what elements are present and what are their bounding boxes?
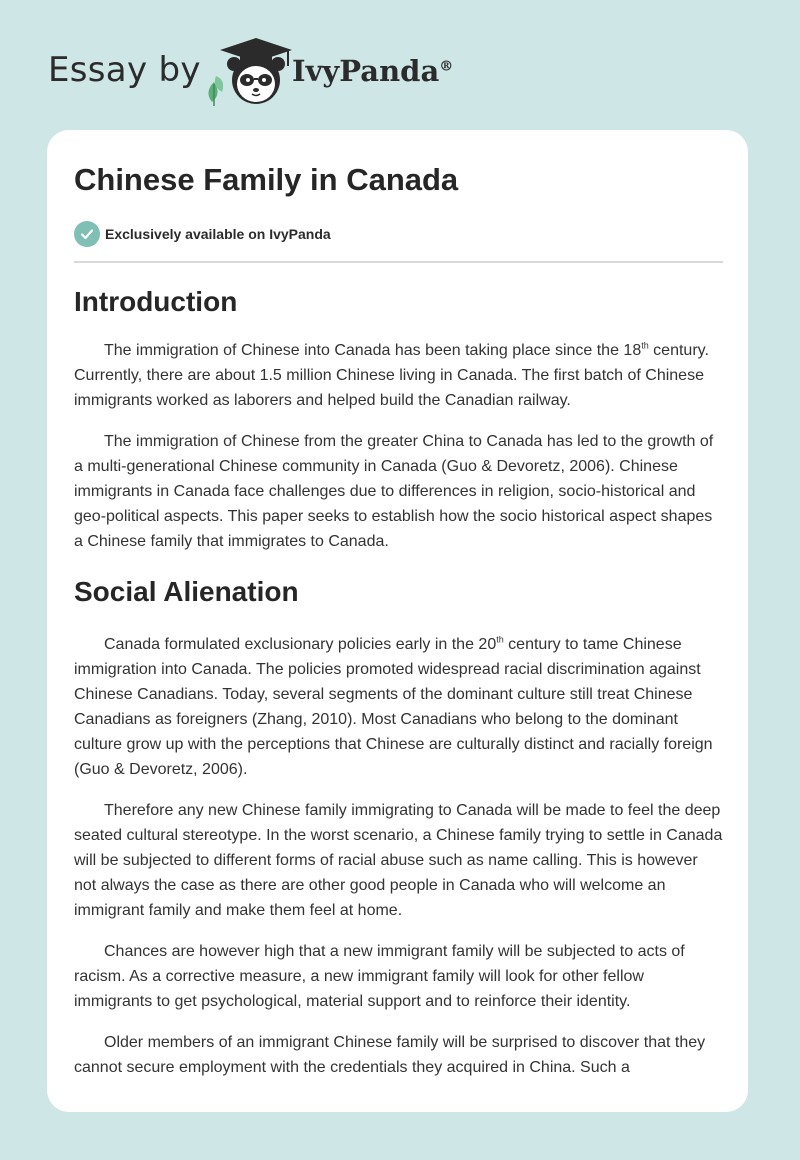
exclusive-badge	[74, 221, 331, 247]
paragraph: Older members of an immigrant Chinese family will be surprised to discover that they cannot secure employment with the credentials they acquired in China. Such a	[74, 1034, 706, 1076]
brand-header[interactable]	[48, 36, 568, 108]
essay-card	[47, 130, 748, 1112]
paragraph: Canada formulated exclusionary policies early in the 20th century to tame Chinese immigration into Canada. The policies promoted widespread racial discrimination against Chinese Canadians. Today, several segments of the dominant culture still treat Chinese Canadians as foreigners (Zhang, 2010). Most Canadians who belong to the dominant culture grow up with the perceptions that Chinese are culturally distinct and racially foreign (Guo & Devoretz, 2006).	[74, 634, 713, 778]
check-icon	[74, 221, 100, 247]
panda-logo-icon	[200, 36, 296, 108]
ivypanda-wordmark: IvyPanda®	[292, 54, 454, 88]
section-heading-social-alienation: Social Alienation	[74, 576, 299, 607]
paragraph: Therefore any new Chinese family immigrating to Canada will be made to feel the deep seated cultural stereotype. In the worst scenario, a Chinese family trying to settle in Canada will be subjected to different forms of racial abuse such as name calling. This is however not always the case as there are other good people in Canada who will welcome an immigrant family and make them feel at home.	[74, 802, 723, 919]
divider	[74, 261, 723, 263]
essay-body	[74, 280, 723, 1080]
essay-title: Chinese Family in Canada	[74, 162, 459, 197]
essay-by-label: Essay by	[48, 50, 201, 90]
paragraph: The immigration of Chinese from the greater China to Canada has led to the growth of a multi-generational Chinese community in Canada (Guo & Devoretz, 2006). Chinese immigrants in Canada face challenges due to differences in religion, socio-historical and geo-political aspects. This paper seeks to establish how the socio historical aspect shapes a Chinese family that immigrates to Canada.	[74, 433, 714, 550]
section-heading-introduction: Introduction	[74, 286, 238, 317]
paragraph: The immigration of Chinese into Canada has been taking place since the 18th century. Currently, there are about 1.5 million Chinese living in Canada. The first batch of Chinese immigrants worked as laborers and helped build the Canadian railway.	[74, 340, 709, 409]
exclusive-label: Exclusively available on IvyPanda	[105, 226, 331, 242]
paragraph: Chances are however high that a new immigrant family will be subjected to acts of racism. As a corrective measure, a new immigrant family will look for other fellow immigrants to get psychological, material support and to reinforce their identity.	[74, 943, 685, 1010]
